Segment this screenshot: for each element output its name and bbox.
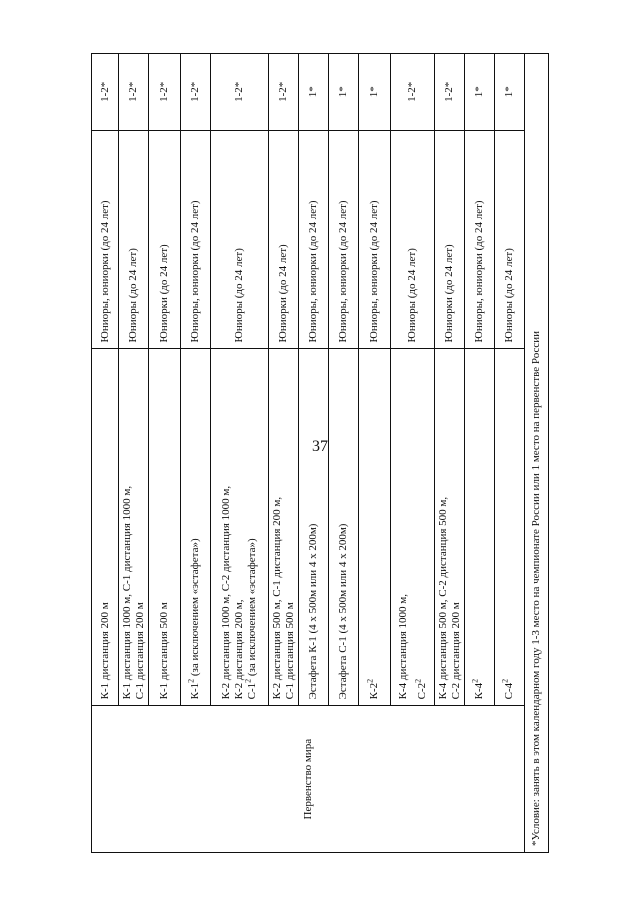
age-cell: Юниоры, юниорки (до 24 лет) [359,130,391,349]
page-number: 37 [312,438,328,455]
age-cell: Юниоры, юниорки (до 24 лет) [299,130,329,349]
discipline-cell: Эстафета С-1 (4 x 500м или 4 x 200м) [329,348,359,705]
age-cell: Юниоры (до 24 лет) [391,130,435,349]
place-cell: 1-2* [92,53,119,130]
place-cell: 1* [329,53,359,130]
place-cell: 1-2* [435,53,465,130]
age-cell: Юниоры, юниорки (до 24 лет) [92,130,119,349]
age-cell: Юниоры, юниорки (до 24 лет) [465,130,495,349]
age-cell: Юниорки (до 24 лет) [435,130,465,349]
age-cell: Юниорки (до 24 лет) [149,130,181,349]
place-cell: 1* [495,53,525,130]
footnote: *Условие: занять в этом календарном году 1-3 место на чемпионате России или 1 место на первенстве России [525,53,549,852]
table-row [92,53,119,852]
age-cell: Юниоры (до 24 лет) [119,130,149,349]
place-cell: 1-2* [391,53,435,130]
age-cell: Юниоры (до 24 лет) [211,130,269,349]
place-cell: 1* [299,53,329,130]
rotated-table-area [91,53,549,853]
discipline-cell: Эстафета К-1 (4 x 500м или 4 x 200м) [299,348,329,705]
place-cell: 1-2* [269,53,299,130]
discipline-cell: К-1 дистанция 1000 м, С-1 дистанция 1000 м, С-1 дистанция 200 м [119,348,149,705]
age-cell: Юниоры, юниорки (до 24 лет) [181,130,211,349]
age-cell: Юниоры (до 24 лет) [495,130,525,349]
discipline-cell: К-2 дистанция 1000 м, С-2 дистанция 1000 м, К-2 дистанция 200 м, $С-1^2$ (за исключением «эстафета») [211,348,269,705]
place-cell: 1-2* [149,53,181,130]
place-cell: 1-2* [211,53,269,130]
discipline-cell: К-1 дистанция 500 м [149,348,181,705]
discipline-cell: К-1 дистанция 200 м [92,348,119,705]
footnote-row [525,53,549,852]
place-cell: 1* [359,53,391,130]
discipline-cell: $К-1^2$ (за исключением «эстафета») [181,348,211,705]
place-cell: 1-2* [181,53,211,130]
age-cell: Юниорки (до 24 лет) [269,130,299,349]
discipline-cell: $К-4^2$ [465,348,495,705]
age-cell: Юниоры, юниорки (до 24 лет) [329,130,359,349]
discipline-cell: К-4 дистанция 500 м, С-2 дистанция 500 м, С-2 дистанция 200 м [435,348,465,705]
discipline-cell: $К-2^2$ [359,348,391,705]
discipline-cell: К-4 дистанция 1000 м, $С-2^2$ [391,348,435,705]
place-cell: 1-2* [119,53,149,130]
discipline-cell: $С-4^2$ [495,348,525,705]
championship-cell: Первенство мира [92,705,525,852]
qualification-table [91,53,549,853]
discipline-cell: К-2 дистанция 500 м, С-1 дистанция 200 м, С-1 дистанция 500 м [269,348,299,705]
place-cell: 1* [465,53,495,130]
